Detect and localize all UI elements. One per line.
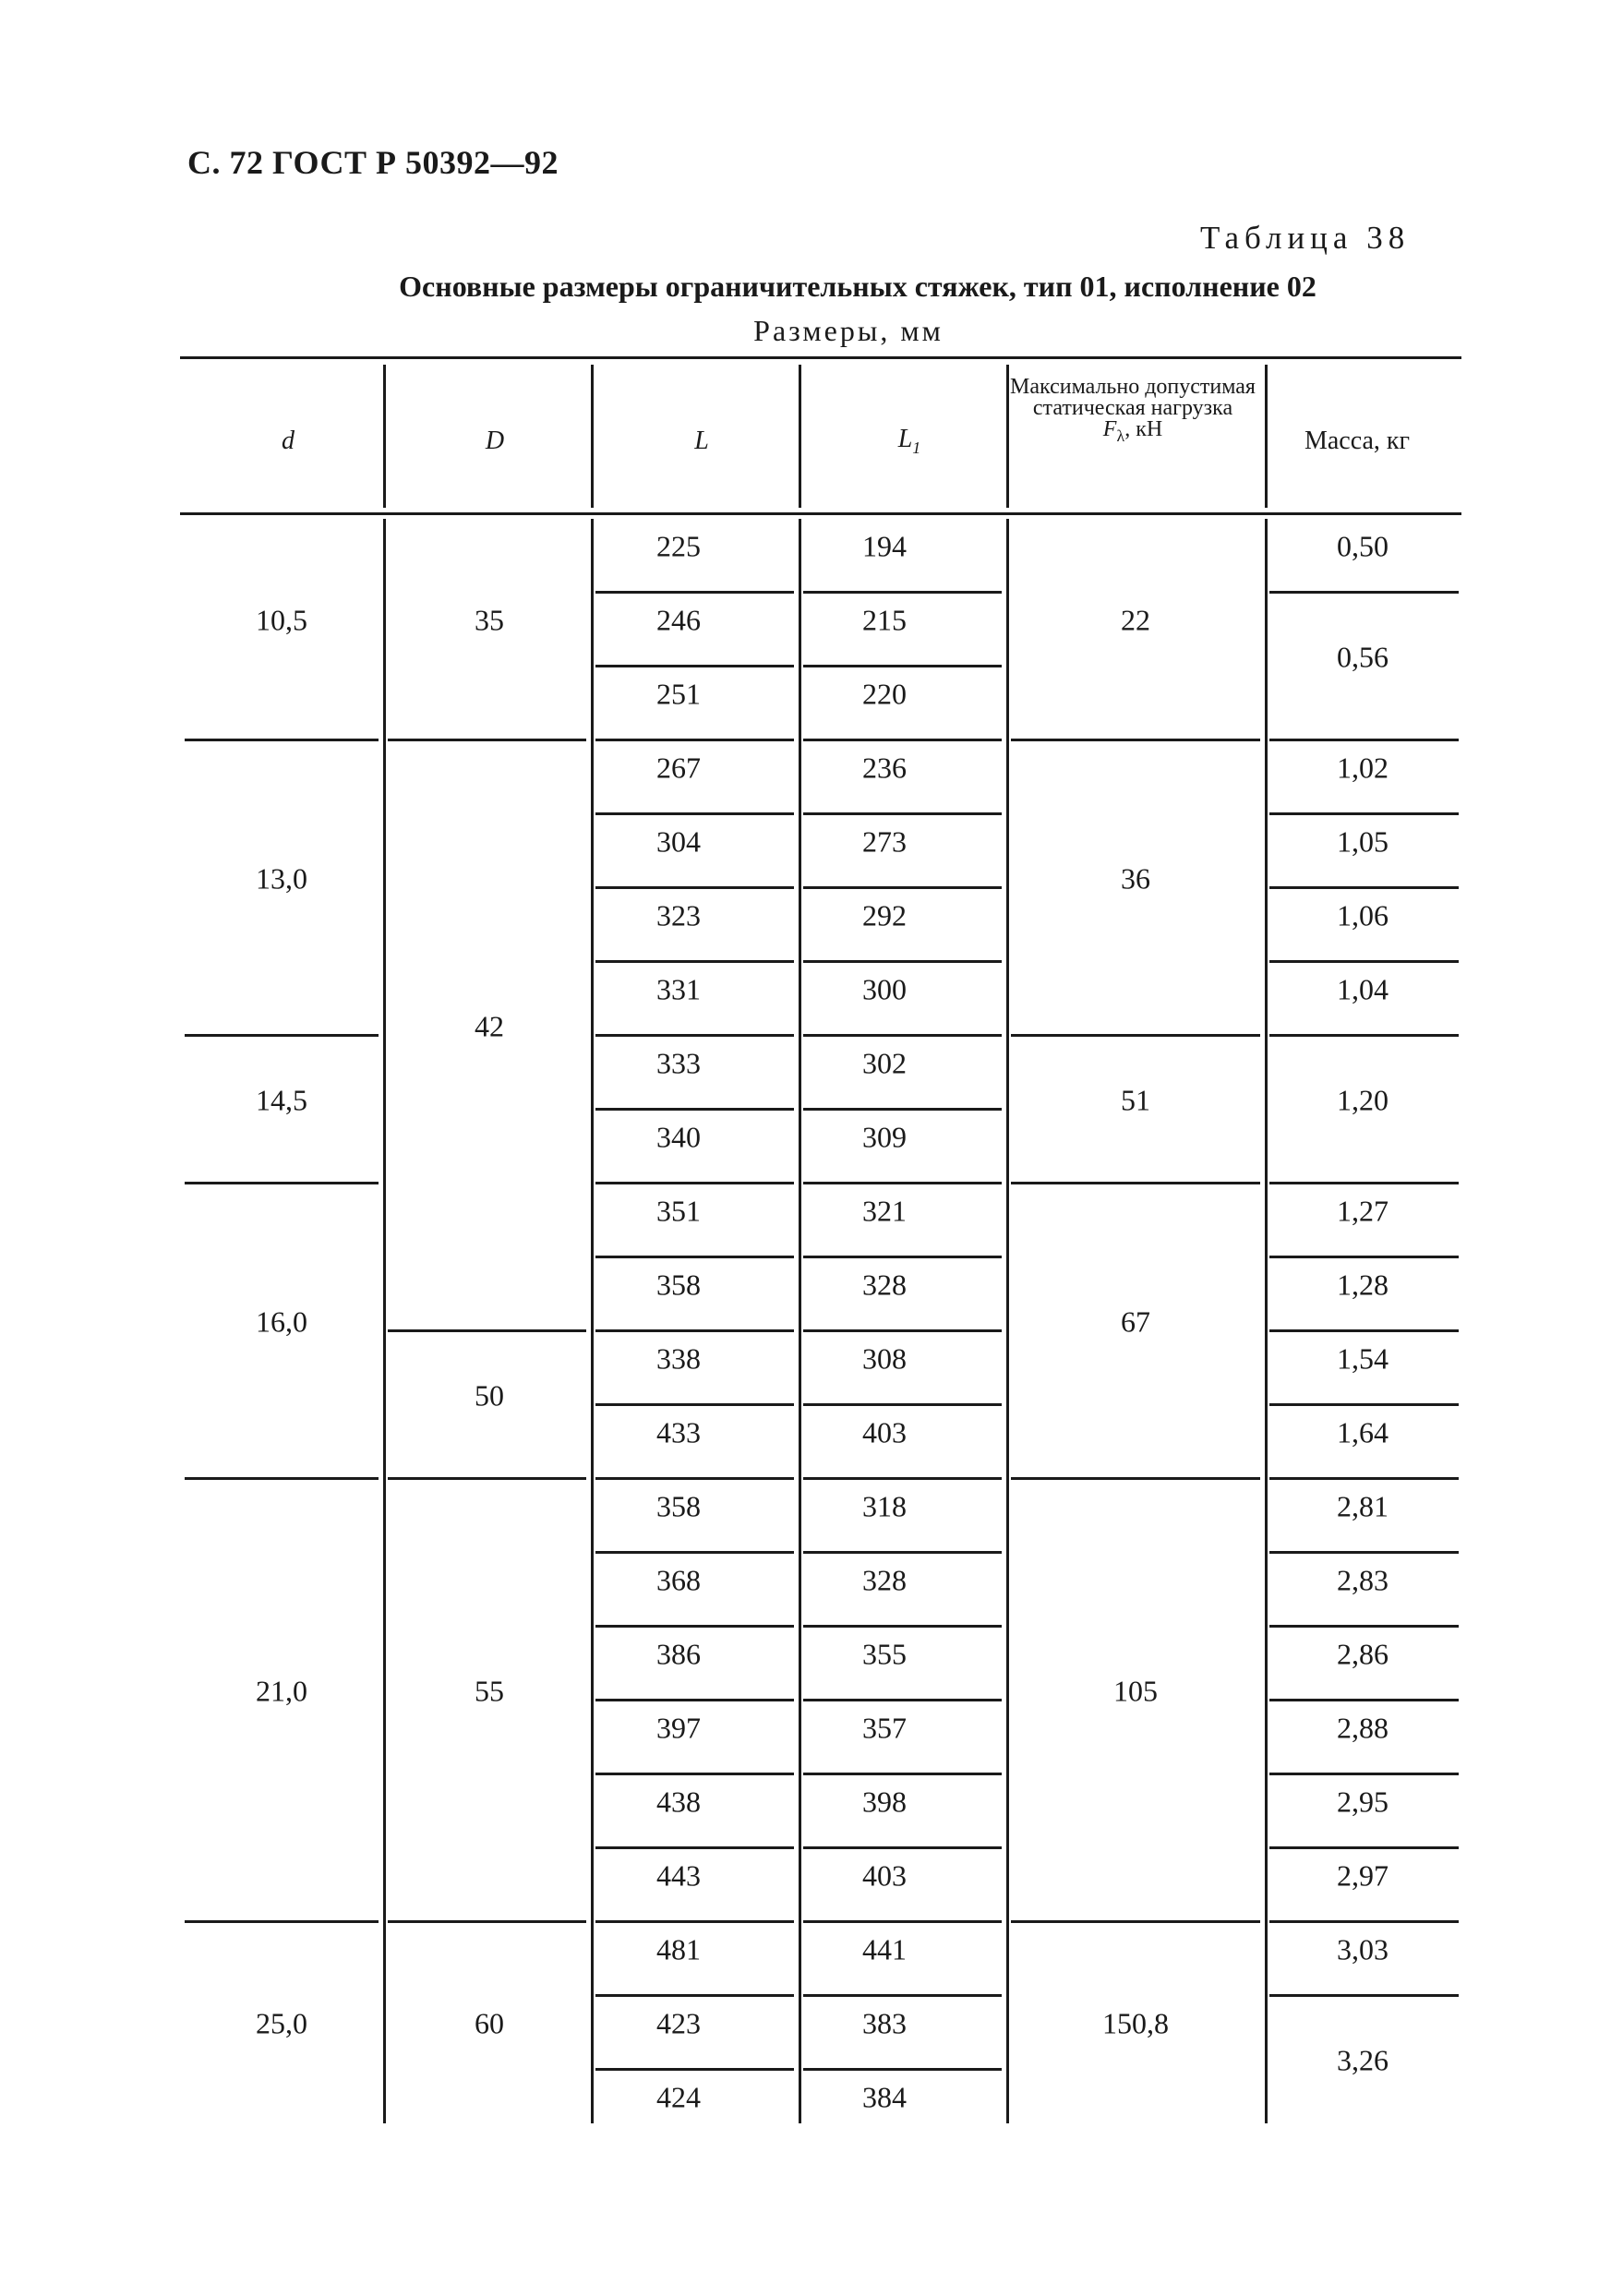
cell-L: 358 [656,1268,701,1302]
row-rule-mass [1269,1256,1459,1258]
cell-L: 323 [656,898,701,932]
group-rule-d [185,1477,379,1480]
cell-L: 481 [656,1932,701,1966]
row-rule-L [595,1403,794,1406]
cell-d: 14,5 [256,1083,307,1117]
group-rule-D [388,739,586,741]
cell-L: 386 [656,1637,701,1671]
cell-L1: 357 [862,1711,907,1745]
row-rule-L [595,960,794,963]
row-rule-L1 [803,886,1002,889]
row-rule-mass [1269,886,1459,889]
cell-L: 267 [656,751,701,785]
cell-L: 304 [656,824,701,859]
row-rule-L [595,1994,794,1997]
col-header-L1: $L_1$ [897,425,921,457]
row-rule-mass [1269,1773,1459,1775]
cell-load: 51 [1121,1083,1150,1117]
group-rule-d [185,1182,379,1184]
cell-D: 42 [475,1009,504,1043]
cell-D: 55 [475,1674,504,1708]
cell-L: 333 [656,1046,701,1080]
body-column-rule [383,519,386,2123]
cell-L1: 308 [862,1341,907,1376]
body-column-rule [1265,519,1268,2123]
header-column-rule [591,365,594,508]
row-rule-L1 [803,1699,1002,1701]
row-rule-L [595,591,794,594]
row-rule-L [595,665,794,667]
cell-mass: 0,50 [1337,529,1389,563]
table-top-rule [180,356,1461,359]
group-rule-load [1011,739,1260,741]
row-rule-mass [1269,1699,1459,1701]
cell-mass: 1,20 [1337,1083,1389,1117]
row-rule-mass [1269,1625,1459,1628]
cell-L: 423 [656,2006,701,2040]
cell-L: 225 [656,529,701,563]
row-rule-L [595,1182,794,1184]
cell-d: 13,0 [256,861,307,896]
cell-L1: 398 [862,1785,907,1819]
row-rule-mass [1269,812,1459,815]
row-rule-L [595,1329,794,1332]
cell-mass: 1,06 [1337,898,1389,932]
row-rule-mass [1269,1477,1459,1480]
row-rule-mass [1269,1551,1459,1554]
row-rule-L [595,1773,794,1775]
cell-mass: 2,88 [1337,1711,1389,1745]
cell-mass: 0,56 [1337,640,1389,674]
row-rule-mass [1269,1994,1459,1997]
group-rule-d [185,739,379,741]
cell-L1: 318 [862,1489,907,1523]
cell-D: 50 [475,1378,504,1412]
cell-load: 105 [1113,1674,1158,1708]
cell-mass: 1,27 [1337,1194,1389,1228]
row-rule-mass [1269,1329,1459,1332]
cell-L: 368 [656,1563,701,1597]
header-column-rule [383,365,386,508]
row-rule-L1 [803,665,1002,667]
group-rule-D [388,1477,586,1480]
cell-d: 10,5 [256,603,307,637]
row-rule-L [595,1551,794,1554]
row-rule-L [595,886,794,889]
row-rule-L1 [803,1329,1002,1332]
row-rule-mass [1269,1846,1459,1849]
row-rule-L1 [803,739,1002,741]
col-header-L: L [694,427,709,455]
cell-mass: 2,83 [1337,1563,1389,1597]
row-rule-L1 [803,1773,1002,1775]
cell-L1: 215 [862,603,907,637]
cell-L1: 273 [862,824,907,859]
row-rule-mass [1269,960,1459,963]
row-rule-L1 [803,1256,1002,1258]
table-label: Таблица 38 [1200,220,1411,256]
row-rule-L1 [803,1403,1002,1406]
row-rule-L [595,1846,794,1849]
row-rule-mass [1269,739,1459,741]
cell-L1: 355 [862,1637,907,1671]
row-rule-L1 [803,1625,1002,1628]
cell-L: 251 [656,677,701,711]
cell-L1: 220 [862,677,907,711]
cell-mass: 1,02 [1337,751,1389,785]
cell-L1: 194 [862,529,907,563]
row-rule-L1 [803,812,1002,815]
row-rule-L1 [803,1108,1002,1111]
header-column-rule [1265,365,1268,508]
cell-L: 397 [656,1711,701,1745]
row-rule-L1 [803,591,1002,594]
cell-L1: 328 [862,1268,907,1302]
row-rule-mass [1269,591,1459,594]
row-rule-L [595,1920,794,1923]
cell-L: 338 [656,1341,701,1376]
row-rule-L1 [803,1846,1002,1849]
group-rule-load [1011,1477,1260,1480]
cell-mass: 1,05 [1337,824,1389,859]
row-rule-L [595,2068,794,2071]
cell-mass: 1,64 [1337,1415,1389,1449]
cell-load: 67 [1121,1304,1150,1339]
row-rule-L [595,812,794,815]
cell-L: 424 [656,2080,701,2114]
cell-L1: 403 [862,1415,907,1449]
col-header-d: d [282,427,295,455]
row-rule-L1 [803,2068,1002,2071]
cell-d: 16,0 [256,1304,307,1339]
cell-L1: 309 [862,1120,907,1154]
cell-load: 36 [1121,861,1150,896]
cell-L1: 441 [862,1932,907,1966]
cell-L: 443 [656,1858,701,1893]
table-units: Размеры, мм [753,314,944,347]
cell-L: 351 [656,1194,701,1228]
row-rule-L1 [803,1920,1002,1923]
cell-mass: 3,03 [1337,1932,1389,1966]
row-rule-mass [1269,1403,1459,1406]
group-rule-d [185,1920,379,1923]
group-rule-load [1011,1182,1260,1184]
row-rule-L [595,1108,794,1111]
group-rule-load [1011,1920,1260,1923]
cell-mass: 2,86 [1337,1637,1389,1671]
row-rule-L1 [803,1551,1002,1554]
cell-L: 438 [656,1785,701,1819]
row-rule-mass [1269,1182,1459,1184]
col-header-load [1008,377,1257,447]
cell-L1: 321 [862,1194,907,1228]
cell-L1: 328 [862,1563,907,1597]
group-rule-D [388,1329,586,1332]
group-rule-D [388,1920,586,1923]
cell-L1: 236 [862,751,907,785]
cell-L1: 383 [862,2006,907,2040]
page-header: С. 72 ГОСТ Р 50392—92 [187,144,559,181]
cell-L: 331 [656,972,701,1006]
row-rule-mass [1269,1034,1459,1037]
cell-load: 22 [1121,603,1150,637]
row-rule-mass [1269,1920,1459,1923]
cell-D: 60 [475,2006,504,2040]
row-rule-L1 [803,1182,1002,1184]
row-rule-L [595,1034,794,1037]
cell-mass: 1,54 [1337,1341,1389,1376]
group-rule-d [185,1034,379,1037]
row-rule-L [595,1699,794,1701]
row-rule-L [595,739,794,741]
cell-L: 340 [656,1120,701,1154]
cell-L1: 403 [862,1858,907,1893]
cell-L1: 384 [862,2080,907,2114]
cell-L: 358 [656,1489,701,1523]
cell-mass: 2,81 [1337,1489,1389,1523]
load-caption: Максимально допустимая статическая нагрузка [1010,375,1256,420]
body-column-rule [1006,519,1009,2123]
header-column-rule [799,365,801,508]
cell-L1: 302 [862,1046,907,1080]
row-rule-L1 [803,1034,1002,1037]
cell-d: 25,0 [256,2006,307,2040]
cell-L: 246 [656,603,701,637]
cell-mass: 2,97 [1337,1858,1389,1893]
row-rule-L [595,1477,794,1480]
row-rule-L1 [803,1994,1002,1997]
cell-load: 150,8 [1102,2006,1169,2040]
cell-L1: 292 [862,898,907,932]
col-header-D: D [485,427,505,455]
load-symbol-line: $F_\lambda$, кН [1102,417,1163,445]
row-rule-L [595,1256,794,1258]
row-rule-L1 [803,960,1002,963]
group-rule-load [1011,1034,1260,1037]
cell-mass: 2,95 [1337,1785,1389,1819]
row-rule-L1 [803,1477,1002,1480]
col-header-mass: Масса, кг [1304,427,1411,455]
cell-L1: 300 [862,972,907,1006]
cell-L: 433 [656,1415,701,1449]
cell-mass: 1,04 [1337,972,1389,1006]
header-bottom-rule [180,512,1461,515]
header-column-rule [1006,365,1009,508]
row-rule-L [595,1625,794,1628]
cell-D: 35 [475,603,504,637]
table-title: Основные размеры ограничительных стяжек, тип 01, исполнение 02 [399,270,1316,303]
cell-d: 21,0 [256,1674,307,1708]
cell-mass: 1,28 [1337,1268,1389,1302]
cell-mass: 3,26 [1337,2043,1389,2077]
